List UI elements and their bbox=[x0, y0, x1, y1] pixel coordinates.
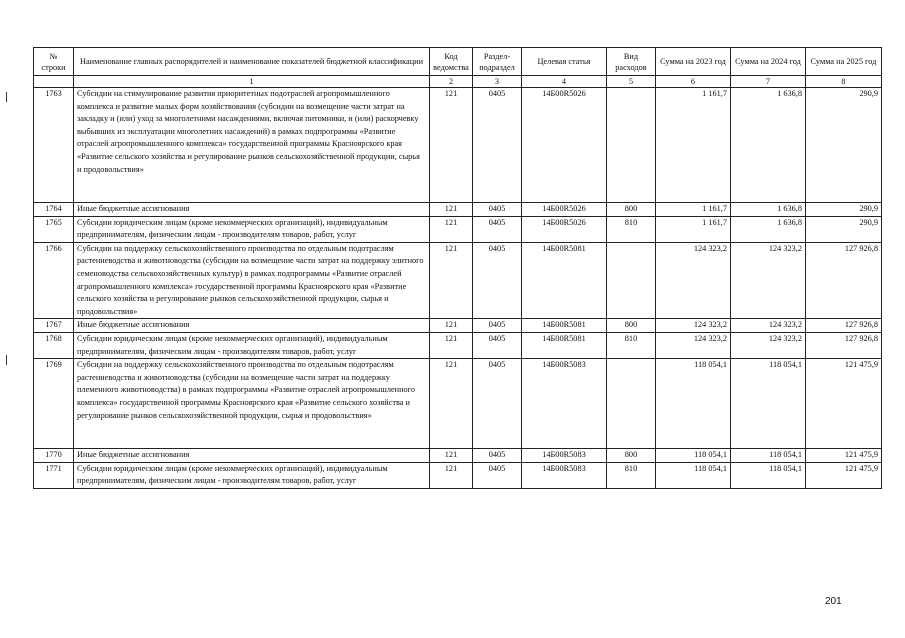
row-expense-type bbox=[607, 242, 656, 319]
row-name: Иные бюджетные ассигнования bbox=[74, 203, 430, 217]
row-sum-2024: 1 636,8 bbox=[731, 88, 806, 203]
header-name: Наименование главных распорядителей и наименование показателей бюджетной классификации bbox=[74, 48, 430, 76]
header-expense-type: Вид расходов bbox=[607, 48, 656, 76]
row-section: 0405 bbox=[473, 462, 522, 488]
row-sum-2025: 127 926,8 bbox=[806, 332, 882, 358]
row-number: 1767 bbox=[34, 319, 74, 333]
row-expense-type: 810 bbox=[607, 216, 656, 242]
row-target: 14Б00R5026 bbox=[522, 203, 607, 217]
column-number-row bbox=[34, 76, 882, 88]
row-sum-2025: 121 475,9 bbox=[806, 462, 882, 488]
row-dept-code: 121 bbox=[430, 449, 473, 463]
row-section: 0405 bbox=[473, 242, 522, 319]
row-sum-2023: 1 161,7 bbox=[656, 216, 731, 242]
row-sum-2023: 118 054,1 bbox=[656, 462, 731, 488]
row-expense-type: 800 bbox=[607, 319, 656, 333]
row-sum-2023: 1 161,7 bbox=[656, 88, 731, 203]
row-number: 1768 bbox=[34, 332, 74, 358]
row-sum-2024: 124 323,2 bbox=[731, 242, 806, 319]
column-number: 8 bbox=[806, 76, 882, 88]
column-number: 1 bbox=[74, 76, 430, 88]
row-expense-type bbox=[607, 88, 656, 203]
row-sum-2024: 1 636,8 bbox=[731, 216, 806, 242]
row-sum-2023: 1 161,7 bbox=[656, 203, 731, 217]
table-row bbox=[34, 216, 882, 242]
row-name: Субсидии юридическим лицам (кроме некоммерческих организаций), индивидуальным предпринимателям, физическим лицам - производителям товаров, работ, услуг bbox=[74, 332, 430, 358]
row-section: 0405 bbox=[473, 88, 522, 203]
row-target: 14Б00R5081 bbox=[522, 332, 607, 358]
row-name: Иные бюджетные ассигнования bbox=[74, 319, 430, 333]
header-row-no: № строки bbox=[34, 48, 74, 76]
margin-mark-bottom bbox=[6, 355, 7, 365]
column-number: 4 bbox=[522, 76, 607, 88]
row-section: 0405 bbox=[473, 359, 522, 449]
row-sum-2023: 124 323,2 bbox=[656, 332, 731, 358]
column-number: 3 bbox=[473, 76, 522, 88]
row-sum-2024: 118 054,1 bbox=[731, 462, 806, 488]
row-target: 14Б00R5081 bbox=[522, 242, 607, 319]
row-sum-2024: 124 323,2 bbox=[731, 332, 806, 358]
column-number: 6 bbox=[656, 76, 731, 88]
row-target: 14Б00R5083 bbox=[522, 449, 607, 463]
row-sum-2025: 127 926,8 bbox=[806, 319, 882, 333]
row-dept-code: 121 bbox=[430, 462, 473, 488]
row-name: Субсидии юридическим лицам (кроме некоммерческих организаций), индивидуальным предпринимателям, физическим лицам - производителям товаров, работ, услуг bbox=[74, 216, 430, 242]
row-dept-code: 121 bbox=[430, 319, 473, 333]
row-expense-type: 800 bbox=[607, 449, 656, 463]
row-dept-code: 121 bbox=[430, 203, 473, 217]
row-number: 1763 bbox=[34, 88, 74, 203]
row-target: 14Б00R5083 bbox=[522, 359, 607, 449]
table-row bbox=[34, 88, 882, 203]
row-expense-type bbox=[607, 359, 656, 449]
row-section: 0405 bbox=[473, 332, 522, 358]
row-number: 1769 bbox=[34, 359, 74, 449]
row-sum-2025: 290,9 bbox=[806, 216, 882, 242]
row-dept-code: 121 bbox=[430, 216, 473, 242]
table-row bbox=[34, 462, 882, 488]
page-number: 201 bbox=[825, 596, 842, 607]
table-row bbox=[34, 203, 882, 217]
row-sum-2025: 127 926,8 bbox=[806, 242, 882, 319]
row-sum-2023: 124 323,2 bbox=[656, 319, 731, 333]
row-name: Субсидии юридическим лицам (кроме некоммерческих организаций), индивидуальным предпринимателям, физическим лицам - производителям товаров, работ, услуг bbox=[74, 462, 430, 488]
margin-mark-top bbox=[6, 92, 7, 102]
column-number: 7 bbox=[731, 76, 806, 88]
row-number: 1766 bbox=[34, 242, 74, 319]
row-sum-2025: 290,9 bbox=[806, 203, 882, 217]
row-sum-2023: 118 054,1 bbox=[656, 449, 731, 463]
row-dept-code: 121 bbox=[430, 359, 473, 449]
row-sum-2025: 290,9 bbox=[806, 88, 882, 203]
row-dept-code: 121 bbox=[430, 332, 473, 358]
table-row bbox=[34, 242, 882, 319]
row-dept-code: 121 bbox=[430, 88, 473, 203]
row-name: Субсидии на поддержку сельскохозяйственного производства по отдельным подотраслям растениеводства и животноводства (субсидии на возмещение части затрат на поддержку элитного семеноводства сельскохозяйственных культур) в рамках подпрограммы «Развитие отраслей агропромышленного комплекса» государственной программы Красноярского края «Развитие сельского хозяйства и регулирование рынков сельскохозяйственной продукции, сырья и продовольствия» bbox=[74, 242, 430, 319]
row-name: Субсидии на стимулирование развития приоритетных подотраслей агропромышленного комплекса и развитие малых форм хозяйствования (субсидии на возмещение части затрат на закладку и (или) уход за многолетними насаждениями, включая питомники, и (или) раскорчевку выбывших из эксплуатации многолетних насаждений) в рамках подпрограммы «Развитие отраслей агропромышленного комплекса» государственной программы Красноярского края «Развитие сельского хозяйства и регулирование рынков сельскохозяйственной продукции, сырья и продовольствия» bbox=[74, 88, 430, 203]
header-dept-code: Код ведомства bbox=[430, 48, 473, 76]
row-number: 1771 bbox=[34, 462, 74, 488]
header-sum-2024: Сумма на 2024 год bbox=[731, 48, 806, 76]
table-row bbox=[34, 449, 882, 463]
row-sum-2025: 121 475,9 bbox=[806, 359, 882, 449]
header-row bbox=[34, 48, 882, 76]
table-row bbox=[34, 332, 882, 358]
row-sum-2024: 124 323,2 bbox=[731, 319, 806, 333]
row-section: 0405 bbox=[473, 203, 522, 217]
budget-table bbox=[33, 47, 882, 489]
row-name: Иные бюджетные ассигнования bbox=[74, 449, 430, 463]
row-sum-2024: 118 054,1 bbox=[731, 359, 806, 449]
row-number: 1765 bbox=[34, 216, 74, 242]
row-target: 14Б00R5081 bbox=[522, 319, 607, 333]
header-section: Раздел-подраздел bbox=[473, 48, 522, 76]
row-expense-type: 810 bbox=[607, 332, 656, 358]
row-sum-2024: 1 636,8 bbox=[731, 203, 806, 217]
row-sum-2025: 121 475,9 bbox=[806, 449, 882, 463]
column-number: 5 bbox=[607, 76, 656, 88]
row-section: 0405 bbox=[473, 449, 522, 463]
row-expense-type: 810 bbox=[607, 462, 656, 488]
row-target: 14Б00R5026 bbox=[522, 88, 607, 203]
row-section: 0405 bbox=[473, 319, 522, 333]
header-sum-2025: Сумма на 2025 год bbox=[806, 48, 882, 76]
row-sum-2023: 118 054,1 bbox=[656, 359, 731, 449]
row-number: 1764 bbox=[34, 203, 74, 217]
row-section: 0405 bbox=[473, 216, 522, 242]
row-target: 14Б00R5083 bbox=[522, 462, 607, 488]
row-number: 1770 bbox=[34, 449, 74, 463]
row-name: Субсидии на поддержку сельскохозяйственного производства по отдельным подотраслям растениеводства и животноводства (субсидии на возмещение части затрат на поддержку племенного животноводства) в рамках подпрограммы «Развитие отраслей агропромышленного комплекса» государственной программы Красноярского края «Развитие сельского хозяйства и регулирование рынков сельскохозяйственной продукции, сырья и продовольствия» bbox=[74, 359, 430, 449]
row-sum-2023: 124 323,2 bbox=[656, 242, 731, 319]
header-target: Целевая статья bbox=[522, 48, 607, 76]
table-row bbox=[34, 319, 882, 333]
header-sum-2023: Сумма на 2023 год bbox=[656, 48, 731, 76]
row-expense-type: 800 bbox=[607, 203, 656, 217]
table-row bbox=[34, 359, 882, 449]
row-target: 14Б00R5026 bbox=[522, 216, 607, 242]
row-dept-code: 121 bbox=[430, 242, 473, 319]
row-sum-2024: 118 054,1 bbox=[731, 449, 806, 463]
column-number: 2 bbox=[430, 76, 473, 88]
